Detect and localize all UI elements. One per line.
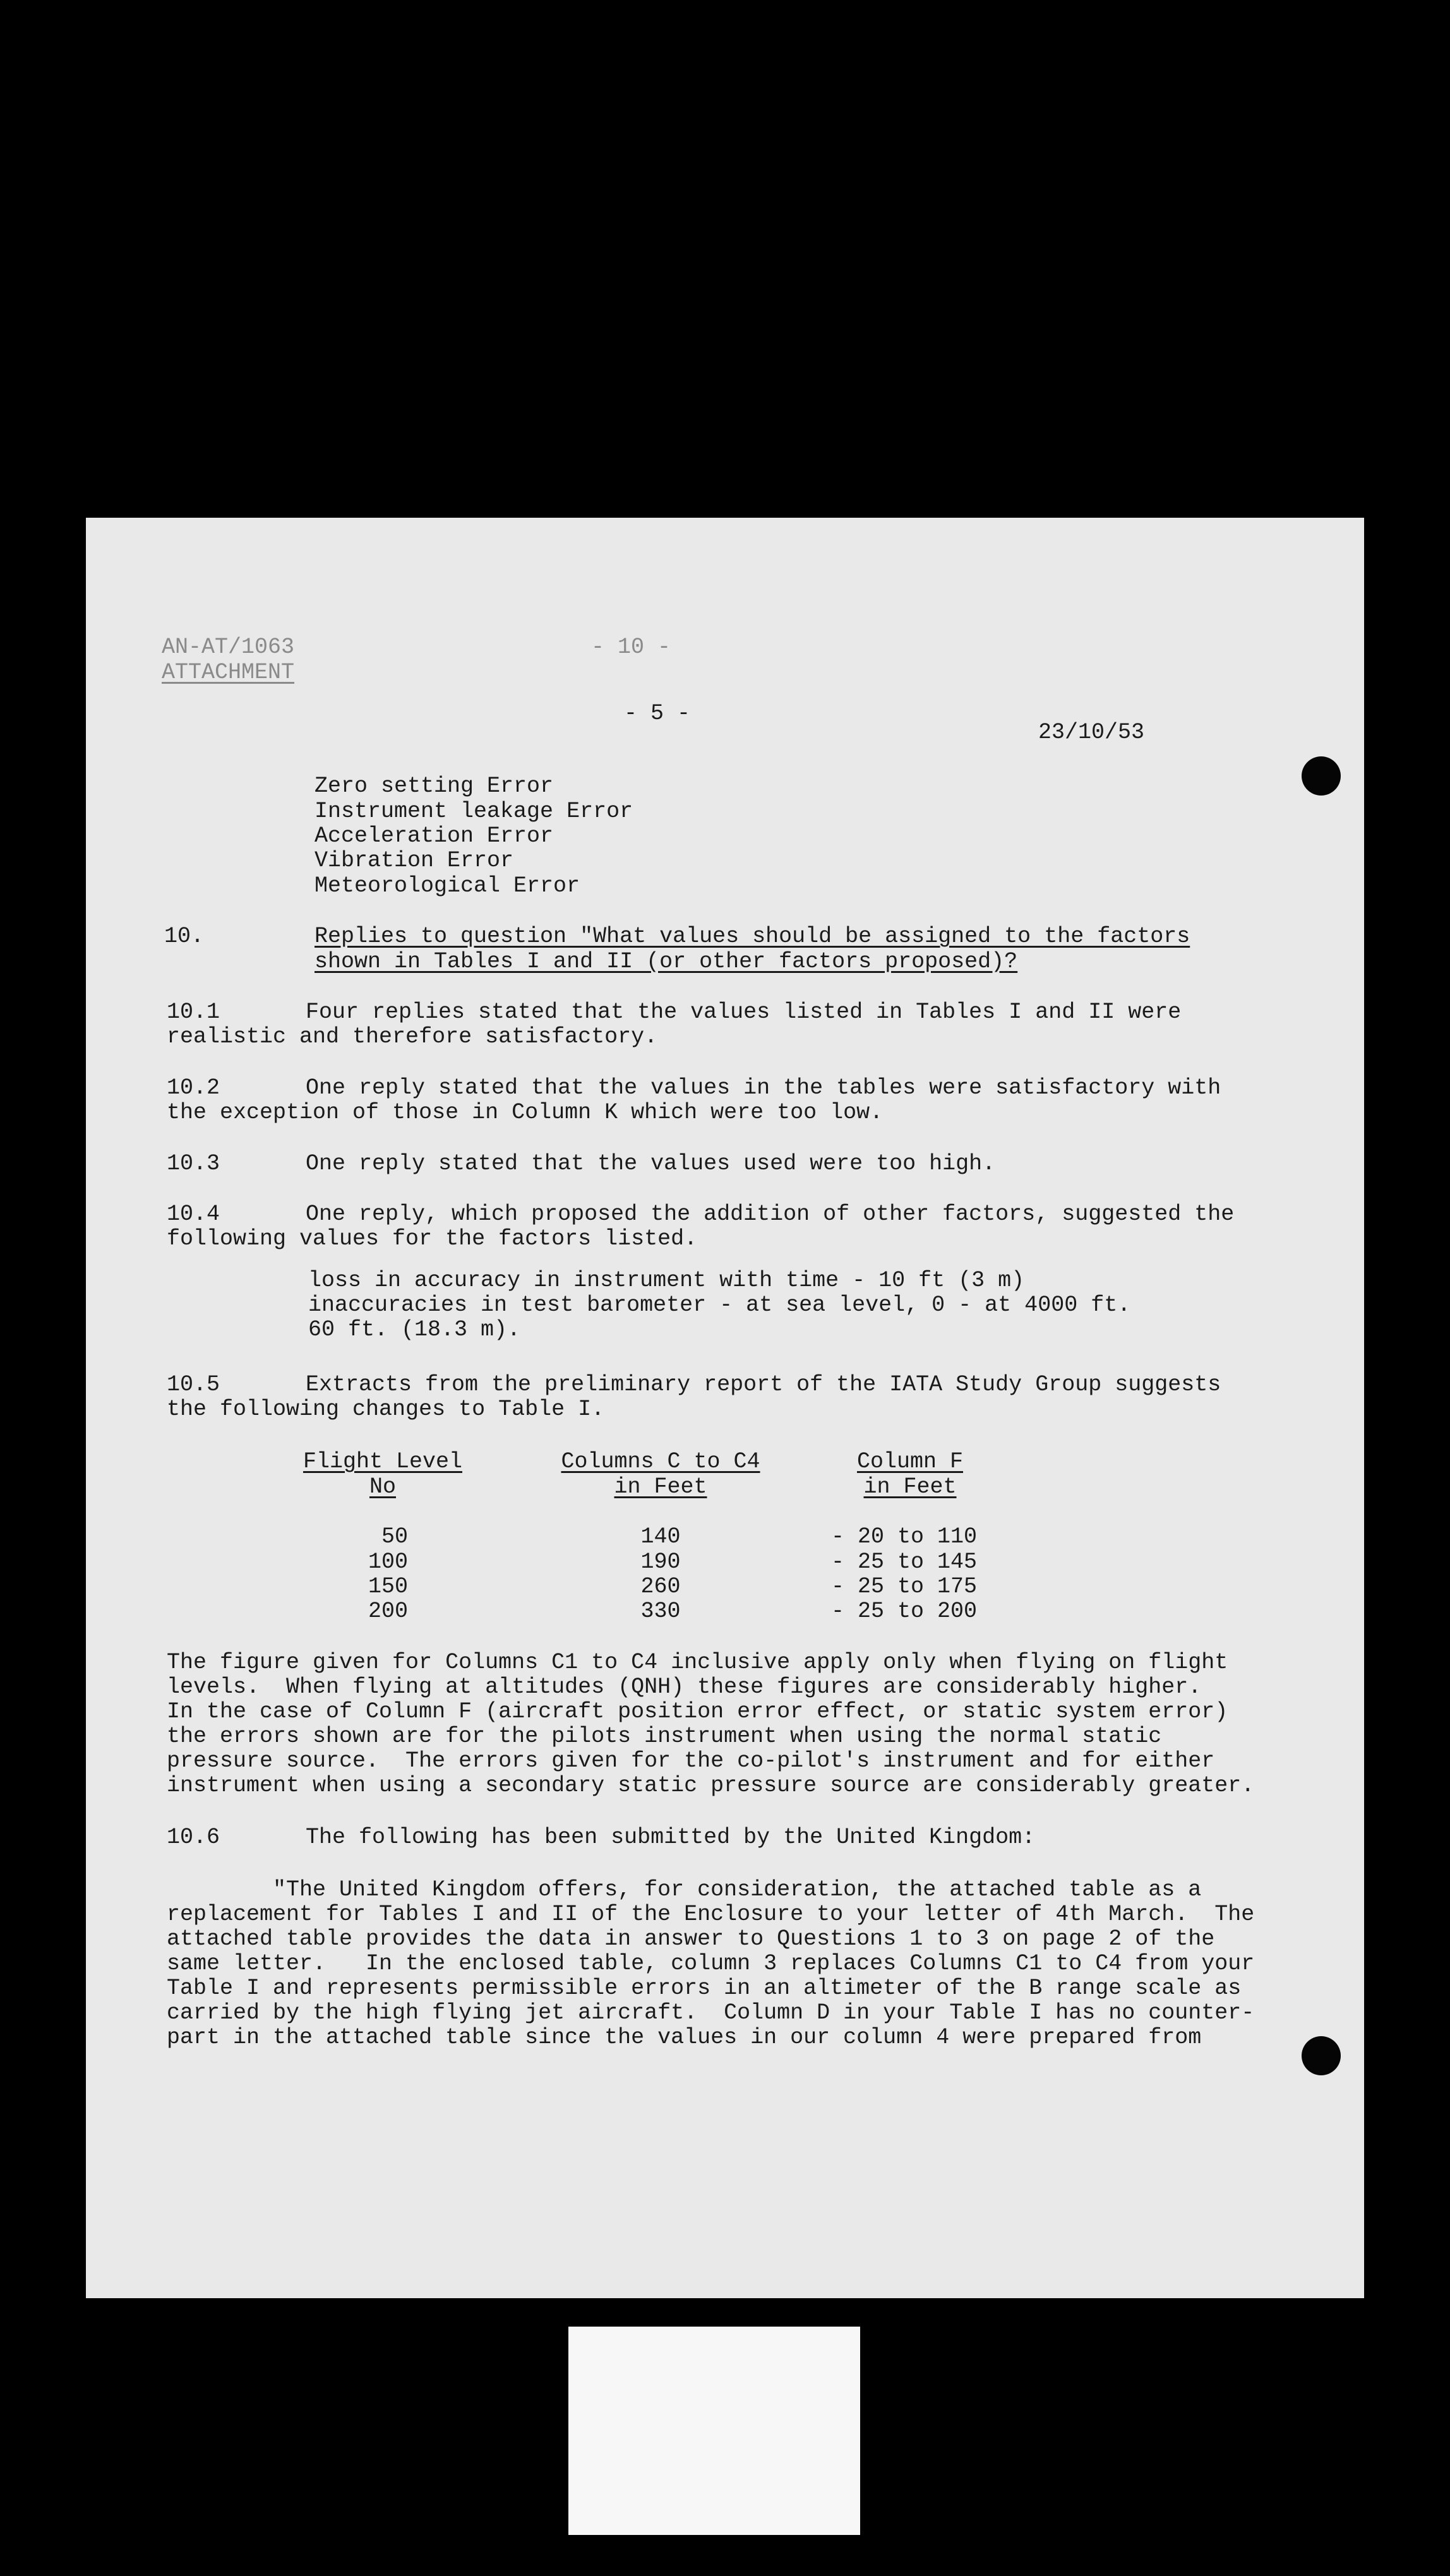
- list-item: Meteorological Error: [315, 873, 580, 898]
- paragraph-text: One reply stated that the values in the tables were satisfactory with: [306, 1075, 1221, 1100]
- paragraph-text: the following changes to Table I.: [167, 1397, 605, 1422]
- table-cell: - 25 to 175: [831, 1574, 978, 1599]
- paragraph-text: part in the attached table since the values in our column 4 were prepared from: [167, 2025, 1202, 2050]
- table-cell: 260: [640, 1574, 681, 1599]
- table-header: Columns C to C4: [561, 1449, 760, 1474]
- paragraph-text: The following has been submitted by the United Kingdom:: [306, 1825, 1036, 1850]
- section-number: 10.: [164, 924, 205, 949]
- section-heading: Replies to question "What values should be assigned to the factors: [315, 924, 1190, 949]
- table-cell: 50: [381, 1524, 408, 1549]
- table-cell: 200: [368, 1599, 408, 1624]
- paragraph-text: attached table provides the data in answer to Questions 1 to 3 on page 2 of the: [167, 1926, 1215, 1952]
- attachment-label: ATTACHMENT: [162, 660, 295, 685]
- paragraph-text: same letter. In the enclosed table, column 3 replaces Columns C1 to C4 from your: [167, 1951, 1255, 1976]
- paragraph-text: the exception of those in Column K which were too low.: [167, 1100, 884, 1125]
- paragraph-text: Extracts from the preliminary report of the IATA Study Group suggests: [306, 1372, 1221, 1397]
- paragraph-number: 10.4: [167, 1202, 220, 1227]
- paragraph-text: Table I and represents permissible errors in an altimeter of the B range scale as: [167, 1976, 1242, 2001]
- factor-value: loss in accuracy in instrument with time - 10 ft (3 m): [308, 1268, 1025, 1293]
- table-header: Column F: [856, 1449, 964, 1474]
- table-cell: 140: [640, 1524, 681, 1549]
- paragraph-text: One reply stated that the values used were too high.: [306, 1151, 996, 1176]
- table-header: Flight Level: [303, 1449, 463, 1474]
- paragraph-text: following values for the factors listed.: [167, 1226, 698, 1251]
- paragraph-text: In the case of Column F (aircraft position error effect, or static system error): [167, 1699, 1228, 1724]
- section-heading: shown in Tables I and II (or other factors proposed)?: [315, 949, 1018, 974]
- table-cell: 100: [368, 1549, 408, 1575]
- table-header: in Feet: [614, 1474, 707, 1500]
- paragraph-number: 10.1: [167, 999, 220, 1025]
- page-number: - 5 -: [624, 701, 691, 726]
- table-cell: - 25 to 200: [831, 1599, 978, 1624]
- paragraph-text: Four replies stated that the values listed in Tables I and II were: [306, 999, 1182, 1025]
- list-item: Vibration Error: [315, 848, 514, 873]
- punch-hole: [1302, 2036, 1341, 2075]
- list-item: Instrument leakage Error: [315, 799, 633, 824]
- paragraph-text: pressure source. The errors given for the co-pilot's instrument and for either: [167, 1748, 1215, 1774]
- paragraph-text: realistic and therefore satisfactory.: [167, 1024, 658, 1049]
- table-cell: 150: [368, 1574, 408, 1599]
- document-page: [86, 518, 1364, 2298]
- paragraph-text: The figure given for Columns C1 to C4 inclusive apply only when flying on flight: [167, 1650, 1228, 1675]
- table-cell: 330: [640, 1599, 681, 1624]
- paragraph-text: "The United Kingdom offers, for consideration, the attached table as a: [167, 1877, 1202, 1902]
- punch-hole: [1302, 756, 1341, 796]
- table-header: in Feet: [863, 1474, 957, 1500]
- paragraph-number: 10.2: [167, 1075, 220, 1100]
- list-item: Zero setting Error: [315, 773, 554, 799]
- table-cell: - 25 to 145: [831, 1549, 978, 1575]
- table-cell: - 20 to 110: [831, 1524, 978, 1549]
- paragraph-text: One reply, which proposed the addition of other factors, suggested the: [306, 1202, 1235, 1227]
- factor-value: inaccuracies in test barometer - at sea level, 0 - at 4000 ft.: [308, 1292, 1131, 1318]
- original-page-number: - 10 -: [591, 635, 671, 660]
- reference-number: AN-AT/1063: [162, 635, 295, 660]
- paragraph-number: 10.3: [167, 1151, 220, 1176]
- paragraph-text: replacement for Tables I and II of the Enclosure to your letter of 4th March. The: [167, 1902, 1255, 1927]
- list-item: Acceleration Error: [315, 823, 554, 849]
- paragraph-text: instrument when using a secondary static pressure source are considerably greater.: [167, 1773, 1255, 1798]
- paragraph-number: 10.6: [167, 1825, 220, 1850]
- paragraph-text: the errors shown are for the pilots instrument when using the normal static: [167, 1724, 1162, 1749]
- paragraph-text: levels. When flying at altitudes (QNH) these figures are considerably higher.: [167, 1674, 1202, 1700]
- factor-value: 60 ft. (18.3 m).: [308, 1317, 521, 1342]
- paragraph-text: carried by the high flying jet aircraft. Column D in your Table I has no counter-: [167, 2000, 1255, 2025]
- table-header: No: [369, 1474, 396, 1500]
- paragraph-number: 10.5: [167, 1372, 220, 1397]
- document-date: 23/10/53: [1038, 720, 1145, 745]
- blank-label-card: [568, 2327, 860, 2535]
- table-cell: 190: [640, 1549, 681, 1575]
